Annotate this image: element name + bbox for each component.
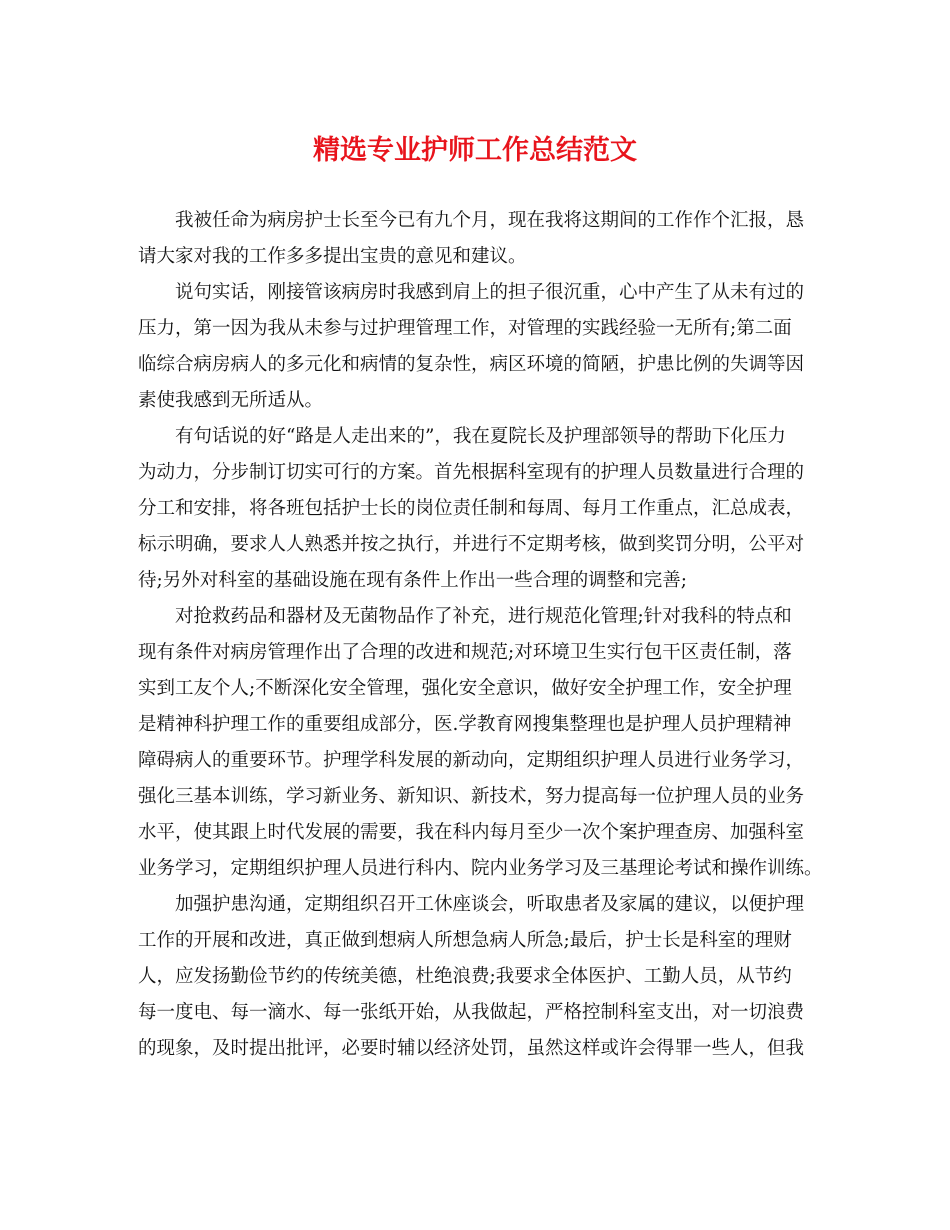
text-line: 强化三基本训练，学习新业务、新知识、新技术，努力提高每一位护理人员的业务 bbox=[138, 786, 805, 807]
text-line: 实到工友个人;不断深化安全管理，强化安全意识，做好安全护理工作，安全护理 bbox=[138, 678, 792, 699]
text-line: 压力，第一因为我从未参与过护理管理工作，对管理的实践经验一无所有;第二面 bbox=[138, 318, 792, 339]
text-line: 工作的开展和改进，真正做到想病人所想急病人所急;最后，护士长是科室的理财 bbox=[138, 930, 792, 951]
document-title: 精选专业护师工作总结范文 bbox=[313, 135, 637, 166]
document-body bbox=[138, 203, 828, 1067]
text-line: 分工和安排，将各班包括护士长的岗位责任制和每周、每月工作重点，汇总成表， bbox=[138, 498, 805, 519]
text-line: 业务学习，定期组织护理人员进行科内、院内业务学习及三基理论考试和操作训练。 bbox=[138, 858, 823, 879]
text-line: 素使我感到无所适从。 bbox=[138, 390, 324, 411]
text-line: 加强护患沟通，定期组织召开工休座谈会，听取患者及家属的建议，以便护理 bbox=[175, 894, 805, 915]
text-line: 障碍病人的重要环节。护理学科发展的新动向，定期组织护理人员进行业务学习， bbox=[138, 750, 805, 771]
text-line: 现有条件对病房管理作出了合理的改进和规范;对环境卫生实行包干区责任制，落 bbox=[138, 642, 792, 663]
text-line: 为动力，分步制订切实可行的方案。首先根据科室现有的护理人员数量进行合理的 bbox=[138, 462, 805, 483]
text-line: 标示明确，要求人人熟悉并按之执行，并进行不定期考核，做到奖罚分明，公平对 bbox=[138, 534, 805, 555]
text-line: 每一度电、每一滴水、每一张纸开始，从我做起，严格控制科室支出，对一切浪费 bbox=[138, 1002, 805, 1023]
text-line: 请大家对我的工作多多提出宝贵的意见和建议。 bbox=[138, 246, 527, 267]
text-line: 对抢救药品和器材及无菌物品作了补充，进行规范化管理;针对我科的特点和 bbox=[175, 606, 792, 627]
text-line: 水平，使其跟上时代发展的需要，我在科内每月至少一次个案护理查房、加强科室 bbox=[138, 822, 805, 843]
text-line: 说句实话，刚接管该病房时我感到肩上的担子很沉重，心中产生了从未有过的 bbox=[175, 282, 805, 303]
text-line: 有句话说的好“路是人走出来的”，我在夏院长及护理部领导的帮助下化压力 bbox=[175, 426, 786, 447]
text-line: 临综合病房病人的多元化和病情的复杂性，病区环境的简陋，护患比例的失调等因 bbox=[138, 354, 805, 375]
text-line: 是精神科护理工作的重要组成部分，医.学教育网搜集整理也是护理人员护理精神 bbox=[138, 714, 792, 735]
text-line: 待;另外对科室的基础设施在现有条件上作出一些合理的调整和完善; bbox=[138, 570, 687, 591]
text-line: 人，应发扬勤俭节约的传统美德，杜绝浪费;我要求全体医护、工勤人员，从节约 bbox=[138, 966, 792, 987]
text-line: 我被任命为病房护士长至今已有九个月，现在我将这期间的工作作个汇报，恳 bbox=[175, 210, 805, 231]
text-line: 的现象，及时提出批评，必要时辅以经济处罚，虽然这样或许会得罪一些人，但我 bbox=[138, 1038, 805, 1059]
